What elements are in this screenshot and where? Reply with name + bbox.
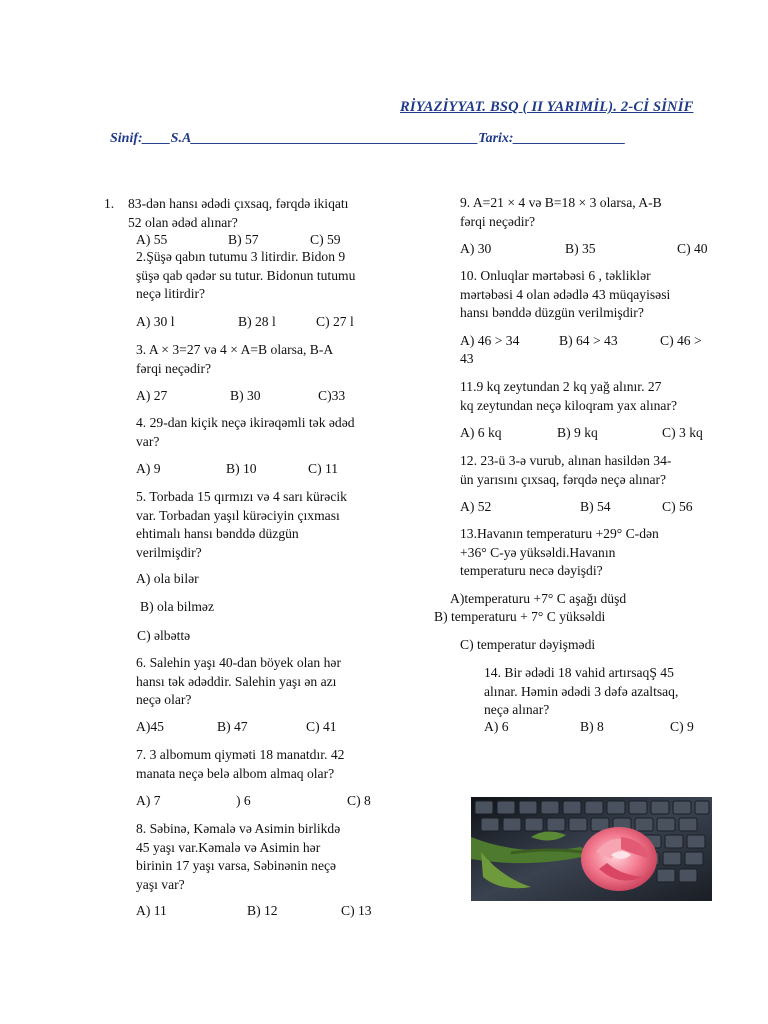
option-a: A) 30 — [460, 241, 492, 256]
question-6-options — [136, 718, 426, 736]
question-14-options — [484, 718, 744, 736]
question-12: 12. 23-ü 3-ə vurub, alınan hasildən 34- ün yarısını çıxsaq, fərqdə neçə alınar? — [460, 453, 672, 487]
page-title: RİYAZİYYAT. BSQ ( II YARIMİL). 2-Cİ SİNİF — [400, 99, 694, 115]
question-2-options — [136, 313, 426, 331]
option-c: C) 3 kq — [662, 425, 703, 440]
question-5: 5. Torbada 15 qırmızı və 4 sarı kürəcik var. Torbadan yaşıl kürəciyin çıxması ehtimalı hansı bənddə düzgün verilmişdir? — [136, 489, 347, 560]
question-13: 13.Havanın temperaturu +29° C-dən +36° C-yə yüksəldi.Havanın temperaturu necə dəyişdi? — [460, 526, 659, 578]
question-11: 11.9 kq zeytundan 2 kq yağ alınır. 27 kq zeytundan neçə kiloqram yax alınar? — [460, 379, 678, 413]
question-1-number: 1. — [104, 196, 115, 211]
option-a: A)45 — [136, 719, 164, 734]
option-b: B) 30 — [230, 388, 261, 403]
option-a: A) 6 — [484, 719, 509, 734]
option-c: C) 59 — [310, 232, 341, 247]
question-7: 7. 3 albomum qiyməti 18 manatdır. 42 manata neçə belə albom almaq olar? — [136, 747, 345, 781]
option-a: A) 27 — [136, 388, 168, 403]
option-b: B) 28 l — [238, 314, 276, 329]
option-a: A) 6 kq — [460, 425, 502, 440]
option-c: C) 27 l — [316, 314, 354, 329]
option-a: A) 46 > 34 — [460, 333, 520, 348]
option-b: B) 64 > 43 — [559, 333, 618, 348]
question-10-options — [460, 332, 755, 350]
option-b: B) 35 — [565, 241, 596, 256]
question-5-option-c: C) əlbəttə — [137, 628, 191, 643]
class-name-date-line: Sinif:____S.A_________________________________________Tarix:________________ — [110, 131, 626, 146]
option-c: C) 11 — [308, 461, 339, 476]
question-1-options — [136, 231, 426, 249]
option-a: A) 55 — [136, 232, 168, 247]
option-b: ) 6 — [236, 793, 251, 808]
option-a: A) 7 — [136, 793, 161, 808]
option-c: C) 40 — [677, 241, 708, 256]
option-c: C) 41 — [306, 719, 337, 734]
question-5-option-b: B) ola bilməz — [140, 599, 214, 614]
option-a: A) 52 — [460, 499, 492, 514]
question-13-option-a: A)temperaturu +7° C aşağı düşd — [450, 591, 627, 606]
question-10-option-c-cont: 43 — [460, 351, 474, 366]
option-c: C) 9 — [670, 719, 694, 734]
question-9: 9. A=21 × 4 və B=18 × 3 olarsa, A-B fərqi neçədir? — [460, 195, 662, 229]
question-13-option-b: B) temperaturu + 7° C yüksəldi — [434, 609, 606, 624]
rose-keyboard-image — [471, 797, 712, 901]
question-10: 10. Onluqlar mərtəbəsi 6 , təkliklər mərtəbəsi 4 olan ədədlə 43 müqayisəsi hansı bənddə düzgün verilmişdir? — [460, 268, 671, 320]
question-14: 14. Bir ədədi 18 vahid artırsaqŞ 45 alınar. Həmin ədədi 3 dəfə azaltsaq, neçə alınar? — [484, 665, 679, 717]
question-5-option-a: A) ola bilər — [136, 571, 199, 586]
option-b: B) 9 kq — [557, 425, 598, 440]
question-11-options — [460, 424, 750, 442]
option-c: C) 46 > — [660, 333, 702, 348]
option-b: B) 8 — [580, 719, 604, 734]
option-a: A) 11 — [136, 903, 167, 918]
option-b: B) 57 — [228, 232, 259, 247]
option-b: B) 47 — [217, 719, 248, 734]
option-a: A) 9 — [136, 461, 161, 476]
question-9-options — [460, 240, 750, 258]
option-c: C) 8 — [347, 793, 371, 808]
question-4: 4. 29-dan kiçik neçə ikirəqəmli tək ədəd var? — [136, 415, 355, 449]
rose-keyboard-illustration — [471, 797, 712, 901]
question-13-option-c: C) temperatur dəyişmədi — [460, 637, 596, 652]
option-a: A) 30 l — [136, 314, 175, 329]
question-3-options — [136, 387, 426, 405]
question-8: 8. Səbinə, Kəmalə və Asimin birlikdə 45 yaşı var.Kəmalə və Asimin hər birinin 17 yaşı varsa, Səbinənin neçə yaşı var? — [136, 821, 341, 892]
question-1: 83-dən hansı ədədi çıxsaq, fərqdə ikiqatı 52 olan ədəd alınar? — [128, 196, 349, 230]
option-c: C) 13 — [341, 903, 372, 918]
option-b: B) 12 — [247, 903, 278, 918]
question-4-options — [136, 460, 426, 478]
question-12-options — [460, 498, 750, 516]
option-b: B) 10 — [226, 461, 257, 476]
option-c: C) 56 — [662, 499, 693, 514]
question-8-options — [136, 902, 426, 920]
option-c: C)33 — [318, 388, 346, 403]
question-3: 3. A × 3=27 və 4 × A=B olarsa, B-A fərqi neçədir? — [136, 342, 334, 376]
question-6: 6. Salehin yaşı 40-dan böyek olan hər hansı tək ədəddir. Salehin yaşı ən azı neçə olar? — [136, 655, 341, 707]
question-2: 2.Şüşə qabın tutumu 3 litirdir. Bidon 9 şüşə qab qədər su tutur. Bidonun tutumu neçə litirdir? — [136, 249, 356, 301]
question-7-options — [136, 792, 426, 810]
option-b: B) 54 — [580, 499, 611, 514]
